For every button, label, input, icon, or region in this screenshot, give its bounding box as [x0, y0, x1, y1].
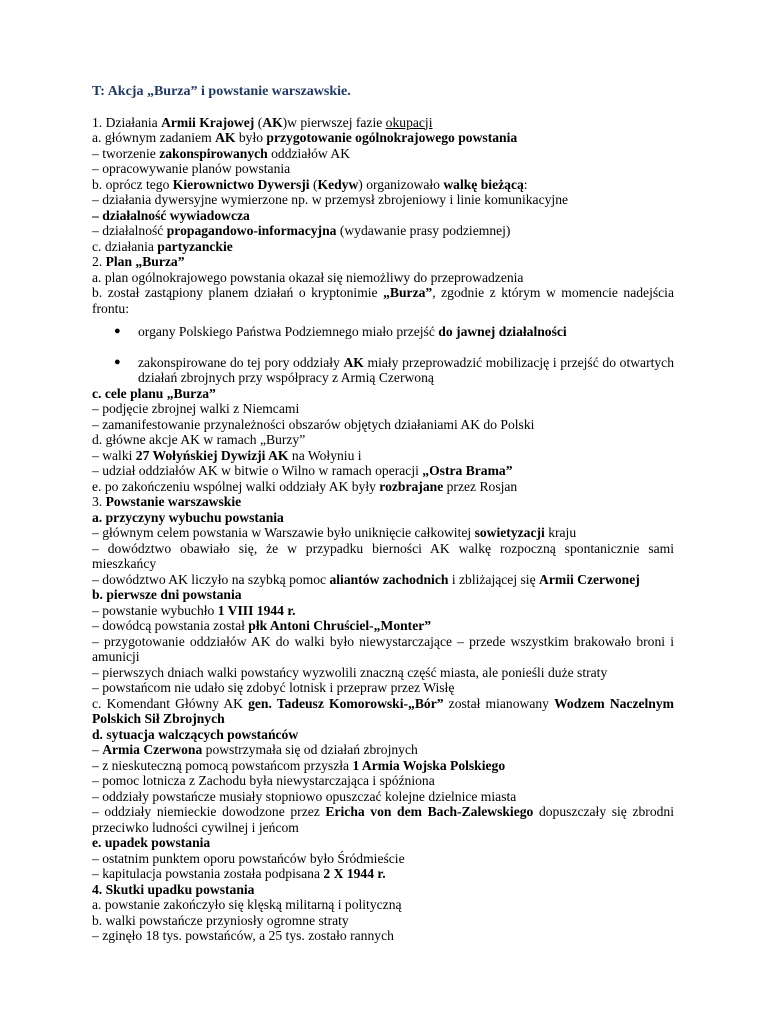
underlined-term: okupacji: [385, 114, 433, 130]
text: i zbliżającej się: [448, 571, 540, 587]
bold-term: Ericha von dem Bach-Zalewskiego: [325, 804, 534, 819]
text: było: [235, 130, 267, 145]
text: – z nieskuteczną pomocą powstańcom przyszła: [92, 757, 353, 773]
text: kraju: [544, 525, 577, 540]
text: a. głównym zadaniem: [92, 130, 216, 145]
text: 3.: [92, 494, 106, 509]
text: b. oprócz tego: [92, 176, 173, 192]
text: – powstanie wybuchło: [92, 602, 218, 618]
section-1-b1: – działania dywersyjne wymierzone np. w przemysł zbrojeniowy i linie komunikacyjne: [92, 192, 569, 207]
text: ) organizowało: [358, 176, 444, 192]
text: organy Polskiego Państwa Podziemnego miało przejść: [138, 324, 439, 339]
section-3-a1: [92, 525, 674, 541]
text: – głównym celem powstania w Warszawie było uniknięcie całkowitej: [92, 525, 475, 540]
text: (: [309, 176, 318, 192]
section-2-d2: [92, 463, 674, 479]
section-3-a: a. przyczyny wybuchu powstania: [92, 509, 284, 525]
bold-term: sowietyzacji: [474, 525, 545, 540]
bold-term: walkę bieżącą: [443, 176, 524, 192]
section-3-a2: – dowództwo obawiało się, że w przypadku bierności AK walkę rozpoczną spontanicznie sami mieszkańcy: [92, 540, 674, 571]
section-3-d2: [92, 758, 674, 774]
bold-term: 1 VIII 1944 r.: [217, 602, 296, 618]
section-3-b: b. pierwsze dni powstania: [92, 587, 242, 602]
document-page: [92, 84, 674, 944]
section-4-b: b. walki powstańcze przyniosły ogromne straty: [92, 912, 349, 928]
text: b. został zastąpiony planem działań o kryptonimie: [92, 285, 384, 300]
text: c. działania: [92, 238, 158, 254]
bold-term: 2 X 1944 r.: [323, 866, 386, 881]
section-1-b: [92, 177, 674, 193]
section-3-c: [92, 696, 674, 727]
text: przez Rosjan: [443, 478, 518, 494]
section-3-b3: – przygotowanie oddziałów AK do walki było niewystarczające – przede wszystkim brakowało broni i amunicji: [92, 633, 674, 664]
section-3-d5: [92, 804, 674, 835]
bold-term: propagandowo-informacyjna: [166, 223, 337, 238]
text: , zgodnie z którym w momencie nadejścia frontu:: [92, 285, 674, 316]
bold-term: Kedyw: [317, 176, 359, 192]
section-3-e2: [92, 866, 674, 882]
bold-term: AK: [262, 114, 283, 130]
bold-term: Plan „Burza”: [105, 254, 185, 269]
section-2-c: c. cele planu „Burza”: [92, 385, 216, 401]
section-3-e: e. upadek powstania: [92, 835, 211, 850]
bold-term: Armii Czerwonej: [539, 571, 640, 587]
section-1-b2: – działalność wywiadowcza: [92, 207, 250, 223]
section-2-c1: – podjęcie zbrojnej walki z Niemcami: [92, 401, 300, 416]
text: (wydawanie prasy podziemnej): [336, 223, 511, 238]
bullet-icon: ●: [114, 325, 121, 337]
section-1-heading: [92, 115, 674, 131]
text: c. Komendant Główny AK: [92, 695, 249, 711]
section-3-d1: [92, 742, 674, 758]
text: oddziałów AK: [267, 145, 351, 161]
bold-term: Wodzem Naczelnym Polskich Sił Zbrojnych: [92, 695, 674, 726]
bold-term: Armii Krajowej: [161, 114, 255, 130]
text: – dowódcą powstania został: [92, 618, 249, 633]
section-3-b1: [92, 603, 674, 619]
text: – kapitulacja powstania została podpisana: [92, 866, 324, 881]
bold-term: AK: [215, 130, 236, 145]
bold-term: partyzanckie: [157, 238, 233, 254]
section-3-e1: – ostatnim punktem oporu powstańców było Śródmieście: [92, 850, 405, 866]
text: – walki: [92, 447, 136, 463]
section-1-a2: – opracowywanie planów powstania: [92, 161, 291, 176]
section-3-heading: [92, 494, 674, 510]
text: – działalność: [92, 223, 167, 238]
bold-term: AK: [343, 354, 364, 370]
bold-term: zakonspirowanych: [159, 145, 268, 161]
text: dopuszczały się zbrodni przeciwko ludności cywilnej i jeńcom: [92, 804, 674, 835]
text: – oddziały niemieckie dowodzone przez: [92, 804, 326, 819]
text: (: [254, 114, 263, 130]
bold-term: 1 Armia Wojska Polskiego: [352, 757, 506, 773]
text: – dowództwo AK liczyło na szybką pomoc: [92, 571, 330, 587]
text: 2.: [92, 254, 106, 269]
section-4-heading: 4. Skutki upadku powstania: [92, 881, 255, 897]
section-2-d: d. główne akcje AK w ramach „Burzy”: [92, 432, 306, 447]
section-4-a: a. powstanie zakończyło się klęską militarną i polityczną: [92, 897, 402, 912]
section-2-b: [92, 285, 674, 316]
bold-term: Powstanie warszawskie: [105, 494, 242, 509]
section-3-b4: – pierwszych dniach walki powstańcy wyzwolili znaczną część miasta, ale ponieśli duże straty: [92, 664, 608, 680]
text: e. po zakończeniu wspólnej walki oddziały AK były: [92, 478, 380, 494]
bullet-item: [92, 355, 674, 386]
bold-term: Armia Czerwona: [102, 742, 203, 757]
bold-term: aliantów zachodnich: [329, 571, 449, 587]
section-3-d: d. sytuacja walczących powstańców: [92, 726, 299, 742]
bold-term: „Ostra Brama”: [422, 463, 513, 478]
section-2-e: [92, 479, 674, 495]
section-1-b3: [92, 223, 674, 239]
bold-term: gen. Tadeusz Komorowski-„Bór”: [248, 695, 444, 711]
section-1-a1: [92, 146, 674, 162]
section-3-a3: [92, 572, 674, 588]
bold-term: do jawnej działalności: [438, 324, 567, 339]
section-2-heading: [92, 254, 674, 270]
bold-term: płk Antoni Chruściel-„Monter”: [248, 618, 432, 633]
section-3-b2: [92, 618, 674, 634]
section-3-b5: – powstańcom nie udało się zdobyć lotnisk i przepraw przez Wisłę: [92, 680, 455, 695]
text: :: [523, 176, 528, 192]
text: 1. Działania: [92, 114, 162, 130]
bold-term: 27 Wołyńskiej Dywizji AK: [135, 447, 289, 463]
text: zakonspirowane do tej pory oddziały: [138, 354, 344, 370]
text: )w pierwszej fazie: [282, 114, 386, 130]
section-3-d4: – oddziały powstańcze musiały stopniowo opuszczać kolejne dzielnice miasta: [92, 788, 517, 804]
section-3-d3: – pomoc lotnicza z Zachodu była niewystarczająca i spóźniona: [92, 773, 435, 788]
text: – udział oddziałów AK w bitwie o Wilno w ramach operacji: [92, 463, 423, 478]
bold-term: „Burza”: [383, 285, 433, 300]
text: – tworzenie: [92, 145, 160, 161]
section-1-c: [92, 239, 674, 255]
section-2-c2: – zamanifestowanie przynależności obszarów objętych działaniami AK do Polski: [92, 416, 535, 432]
bullet-item: [92, 324, 674, 340]
bold-term: przygotowanie ogólnokrajowego powstania: [266, 130, 518, 145]
text: na Wołyniu i: [288, 447, 362, 463]
section-2-a: a. plan ogólnokrajowego powstania okazał się niemożliwy do przeprowadzenia: [92, 269, 524, 285]
text: powstrzymała się od działań zbrojnych: [202, 742, 418, 757]
document-title: T: Akcja „Burza” i powstanie warszawskie.: [92, 84, 351, 99]
text: miały przeprowadzić mobilizację i przejść do otwartych działań zbrojnych przy współpracy z Armią Czerwoną: [138, 354, 674, 385]
bullet-icon: ●: [114, 355, 121, 368]
section-4-b1: – zginęło 18 tys. powstańców, a 25 tys. zostało rannych: [92, 928, 394, 943]
text: –: [92, 742, 103, 757]
section-2-d1: [92, 448, 674, 464]
text: został mianowany: [443, 695, 555, 711]
section-1-a: [92, 130, 674, 146]
bold-term: rozbrajane: [379, 478, 444, 494]
bold-term: Kierownictwo Dywersji: [172, 176, 310, 192]
